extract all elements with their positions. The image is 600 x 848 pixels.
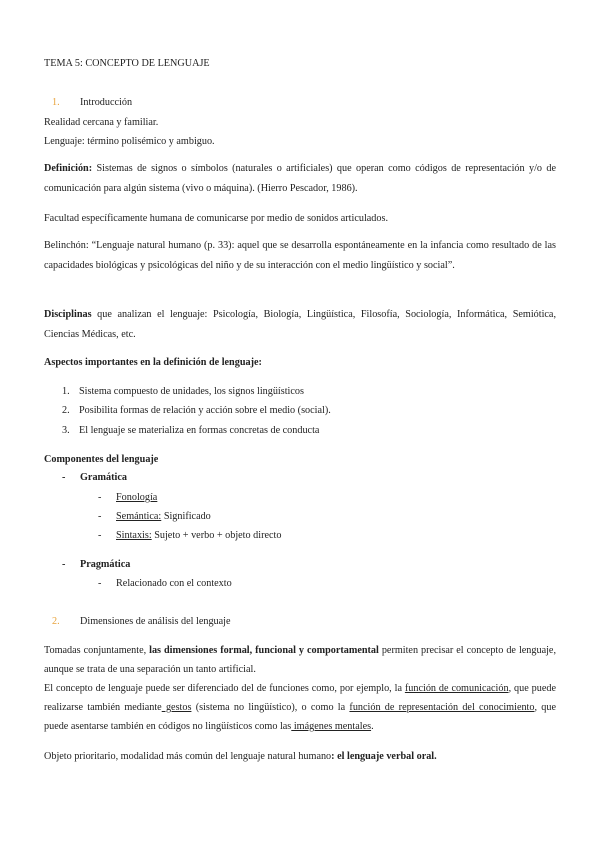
intro-line-2: Lenguaje: término polisémico y ambiguo. <box>44 136 215 147</box>
section-1-heading: Introducción <box>80 97 133 108</box>
intro-line-1: Realidad cercana y familiar. <box>44 117 159 128</box>
disciplinas-label: Disciplinas <box>44 309 92 320</box>
section-2-heading: Dimensiones de análisis del lenguaje <box>80 616 231 627</box>
facultad-paragraph: Facultad específicamente humana de comunicarse por medio de sonidos articulados. <box>44 213 388 224</box>
fonologia-item: Fonología <box>116 492 158 503</box>
disciplinas-paragraph <box>44 305 556 345</box>
disciplinas-text: que analizan el lenguaje: Psicología, Biología, Lingüística, Filosofía, Sociología, Informática, Semiótica, Ciencias Médicas, etc. <box>44 309 556 340</box>
contexto-item: Relacionado con el contexto <box>116 578 232 589</box>
aspecto-number: 2. <box>62 405 70 416</box>
tomadas-paragraph: Tomadas conjuntamente, las dimensiones formal, funcional y comportamental permiten precisar el concepto de lenguaje, aunque se trata de una separación un tanto artificial. <box>44 645 556 675</box>
bullet-dash: - <box>62 559 66 570</box>
gramatica-label: Gramática <box>80 472 127 483</box>
definition-text: Sistemas de signos o símbolos (naturales o artificiales) que operan como códigos de representación y/o de comunicación para algún sistema (vivo o máquina). (Hierro Pescador, 1986). <box>44 163 556 194</box>
sintaxis-item: Sintaxis: Sujeto + verbo + objeto directo <box>116 530 282 541</box>
aspecto-number: 3. <box>62 425 70 436</box>
concepto-paragraph: El concepto de lenguaje puede ser diferenciado del de funciones como, por ejemplo, la función de comunicación, que puede realizarse también mediante gestos (sistema no lingüístico), o como la función de representación del conocimiento, que puede asentarse también en códigos no lingüísticos como las imágenes mentales. <box>44 683 556 732</box>
definition-paragraph <box>44 159 556 199</box>
sub-dash: - <box>98 492 102 503</box>
sub-dash: - <box>98 530 102 541</box>
aspecto-item: Posibilita formas de relación y acción sobre el medio (social). <box>79 405 331 416</box>
aspectos-heading: Aspectos importantes en la definición de lenguaje: <box>44 357 262 368</box>
aspecto-number: 1. <box>62 386 70 397</box>
aspecto-item: Sistema compuesto de unidades, los signos lingüísticos <box>79 386 304 397</box>
definition-label: Definición: <box>44 163 93 174</box>
section-2-number: 2. <box>52 616 60 627</box>
semantica-item: Semántica: Significado <box>116 511 211 522</box>
componentes-heading: Componentes del lenguaje <box>44 454 159 465</box>
document-title: TEMA 5: CONCEPTO DE LENGUAJE <box>44 58 210 69</box>
sub-dash: - <box>98 578 102 589</box>
aspecto-item: El lenguaje se materializa en formas concretas de conducta <box>79 425 320 436</box>
sub-dash: - <box>98 511 102 522</box>
belinchon-paragraph: Belinchón: “Lenguaje natural humano (p. 33): aquel que se desarrolla espontáneamente en la infancia como resultado de las capacidades biológicas y psicológicas del niño y de su interacción con el medio lingüístico y social”. <box>44 240 556 271</box>
pragmatica-label: Pragmática <box>80 559 131 570</box>
objeto-paragraph: Objeto prioritario, modalidad más común del lenguaje natural humano: el lenguaje verbal oral. <box>44 751 437 762</box>
bullet-dash: - <box>62 472 66 483</box>
section-1-number: 1. <box>52 97 60 108</box>
